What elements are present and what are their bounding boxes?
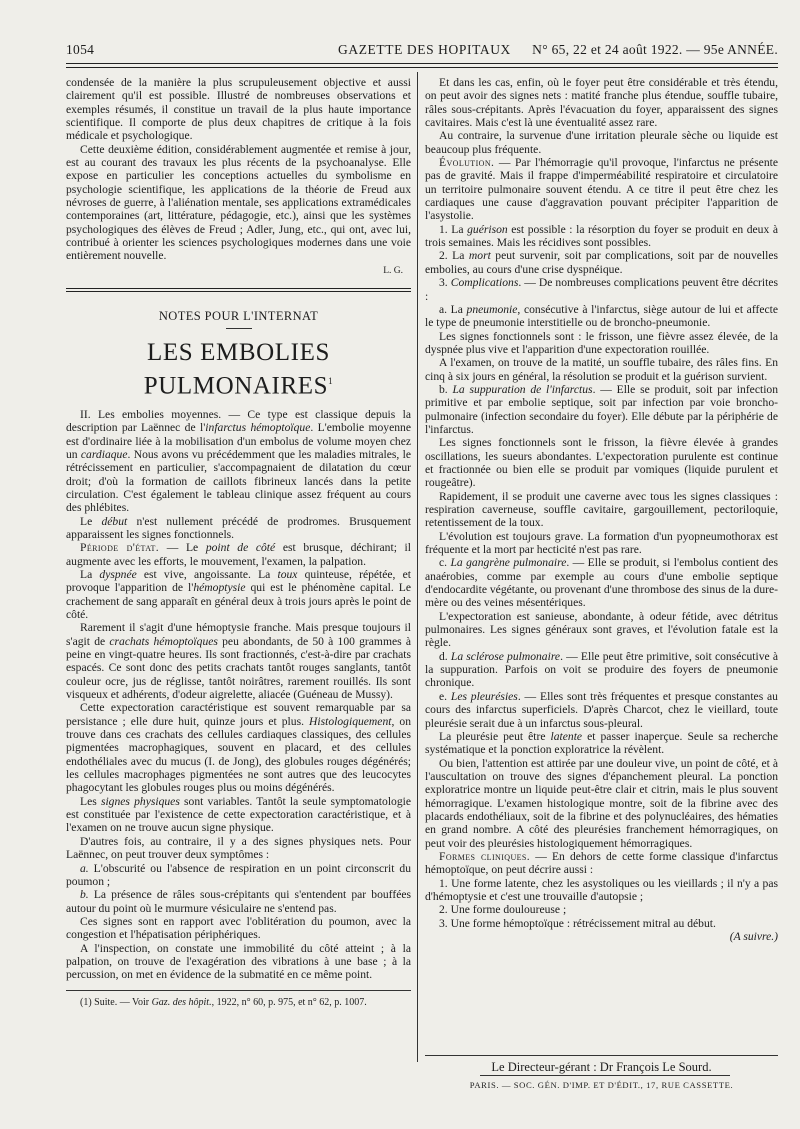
paragraph: Et dans les cas, enfin, où le foyer peut être considérable et très étendu, on peut avoir des signes nets : matité franche plus étendue, souffle tubaire, râles sous-crépitants. Après l'évacuation du foyer, apparaissent des signes cavitaires. Mais c'est là une éventualité assez rare. — [425, 76, 778, 130]
paragraph-inspection: A l'inspection, on constate une immobilité du côté atteint ; à la palpation, on trouve de l'exagération des vibrations à une base ; à la percussion, on met en évidence de la submatité en ce même point. — [66, 941, 411, 982]
paragraph: Au contraire, la survenue d'une irritation pleurale sèche ou liquide est beaucoup plus fréquente. — [425, 129, 778, 156]
section-title: NOTES POUR L'INTERNAT — [158, 309, 319, 324]
list-item: a. La pneumonie, consécutive à l'infarctus, siège autour de lui et affecte le type de pneumonie interstitielle ou de broncho-pneumonie. — [425, 302, 778, 330]
subheading: Période d'état. — [80, 541, 160, 555]
list-item: 1. Une forme latente, chez les asystoliques ou les vieillards ; il n'y a pas d'hémoptysie et c'est une trouvaille d'autopsie ; — [425, 876, 778, 903]
list-item: 2. La mort peut survenir, soit par complications, soit par de nouvelles embolies, au cours d'une crise dyspnéique. — [425, 249, 778, 276]
column-divider — [417, 72, 418, 1062]
list-item: 3. Une forme hémoptoïque : rétrécissement mitral au début. (A suivre.) — [439, 916, 778, 943]
right-column — [425, 76, 778, 943]
paragraph-periode: Période d'état. — Le point de côté est brusque, déchirant; il augmente avec les efforts, le mouvement, l'examen, la palpation. — [66, 541, 411, 568]
paragraph: Les signes fonctionnels sont : le frisson, une fièvre assez élevée, de la dyspnée plus vive et l'apparition d'une expectoration rouillée. — [425, 329, 778, 356]
paragraph-ces-signes: Ces signes sont en rapport avec l'oblitération du poumon, avec la congestion et l'hépatisation périphériques. — [66, 914, 411, 942]
paragraph: Les signes fonctionnels sont le frisson, la fièvre élevée à grandes oscillations, les sueurs abondantes. L'expectoration purulente est continue et fractionnée ou bien elle se produit par vomiques (liquide purulent et rougeâtre). — [425, 436, 778, 490]
paragraph-debut: Le début n'est nullement précédé de prodromes. Brusquement apparaissent les signes fonctionnels. — [66, 514, 411, 541]
director-rule — [480, 1075, 730, 1076]
header-rule-thin — [66, 67, 778, 68]
list-item: b. La suppuration de l'infarctus. — Elle se produit, soit par infection primitive et par embolie septique, soit par infection par voie broncho-pulmonaire (infection secondaire du foyer). Elle débute par la périphérie de l'infarctus. — [425, 382, 779, 436]
article-title: LES EMBOLIES PULMONAIRES$^1$ — [143, 338, 334, 399]
printer-imprint: PARIS. — SOC. GÉN. D'IMP. ET D'ÉDIT., 17, RUE CASSETTE. — [469, 1080, 734, 1090]
list-item-b: b. La présence de râles sous-crépitants qui s'entendent par bouffées autour du point où le murmure vésiculaire ne s'entend pas. — [66, 888, 411, 915]
journal-name: GAZETTE DES HOPITAUX — [338, 42, 511, 57]
list-item: e. Les pleurésies. — Elles sont très fréquentes et presque constantes au cours des infarctus superficiels. D'après Charcot, chez le vieillard, toute pleurésie serait due à un infarctus sous-pleural. — [425, 689, 778, 730]
subheading: II. Les embolies moyennes. — [80, 407, 222, 421]
list-item: 1. La guérison est possible : la résorption du foyer se produit en deux à trois semaines. Mais les récidives sont possibles. — [425, 222, 778, 250]
review-paragraph: Cette deuxième édition, considérablement augmentée et remise à jour, est au courant des travaux les plus récents de la psychoanalyse. Elle expose en particulier les conceptions actuelles du symbolisme en psychologie scientifique, les applications de la théorie de Freud aux névroses de guerre, à l'aliénation mentale, ses applications extramédicales contemporaines (art, littérature, pédagogie, etc.), ainsi que les systèmes psychologiques des élèves de Freud ; Adler, Jung, etc., qui ont, avec lui, contribué à orienter les sciences psychologiques modernes dans une voie entièrement nouvelle. — [66, 142, 411, 263]
page-header — [66, 42, 778, 62]
page-number: 1054 — [66, 42, 95, 57]
subheading: Évolution. — [439, 156, 495, 170]
paragraph-formes: Formes cliniques. — En dehors de cette forme classique d'infarctus hémoptoïque, on peut décrire aussi : — [425, 849, 778, 877]
paragraph-autres: D'autres fois, au contraire, il y a des signes physiques nets. Pour Laënnec, on peut trouver deux symptômes : — [66, 834, 411, 862]
director-line: Le Directeur-gérant : Dr François Le Sourd. — [425, 1055, 778, 1075]
list-item-a: a. L'obscurité ou l'absence de respiration en un point circonscrit du poumon ; — [66, 861, 411, 888]
paragraph: Rapidement, il se produit une caverne avec tous les signes classiques : respiration caverneuse, souffle cavitaire, gargouillement, pectoriloquie, retentissement de la toux. — [425, 489, 778, 530]
paragraph: Ou bien, l'attention est attirée par une douleur vive, un point de côté, et à l'auscultation on trouve des signes d'épanchement pleural. La ponction exploratrice montre un liquide peut-être clair et citrin, mais le plus souvent hémorragique. L'examen histologique montre, soit de la fibrine avec des placards endothéliaux, soit de la fibrine et des polynucléaires, des hématies en grand nombre. A côté des pleurésies franchement hémorragiques, on peut voir des pleurésies histologiquement hémorragiques. — [425, 756, 778, 850]
paragraph-signes-physiques: Les signes physiques sont variables. Tantôt la seule symptomatologie est constituée par l'existence de cette expectoration caractéristique, et à l'examen on ne trouve aucun signe physique. — [66, 794, 412, 835]
title-footnote-mark: 1 — [328, 375, 334, 386]
paragraph: L'expectoration est sanieuse, abondante, à odeur fétide, avec détritus pulmonaires. Les signes généraux sont graves, et l'évolution fatale est la règle. — [425, 609, 778, 650]
title-rule — [226, 328, 252, 329]
list-item: d. La sclérose pulmonaire. — Elle peut être primitive, soit consécutive à la suppuration. Parfois on voit se produire des foyers de pneumonie chronique. — [425, 649, 778, 690]
list-item: c. La gangrène pulmonaire. — Elle se produit, si l'embolus contient des anaérobies, comme par exemple au cours d'une embolie septique d'endocardite végétante, ou provenant d'une thrombose des sinus de la dure-mère ou des veines mésentériques. — [425, 556, 779, 610]
paragraph: La pleurésie peut être latente et passer inaperçue. Seule sa recherche systématique et la ponction exploratrice la révèlent. — [425, 729, 778, 757]
review-paragraph: condensée de la manière la plus scrupuleusement objective et aussi clairement qu'il est possible. Illustré de nombreuses observations et exemples résumés, il constitue un travail de la plus haute importance scientifique. Il comporte de plus deux chapitres de critique à la fois médicale et psychologique. — [66, 76, 411, 143]
paragraph: A l'examen, on trouve de la matité, un souffle tubaire, des râles fins. En cinq à six jours en général, la résolution se produit et la guérison survient. — [425, 356, 778, 383]
to-be-continued: (A suivre.) — [729, 930, 778, 943]
paragraph-evolution: Évolution. — Par l'hémorragie qu'il provoque, l'infarctus ne présente pas de gravité. Mais il frappe d'imperméabilité respiratoire et circulatoire un territoire pulmonaire souvent étendu. A ce titre il peut être chez les cardiaques une cause d'aggravation pouvant précipiter l'apparition de l'asystolie. — [425, 156, 778, 223]
footnote: (1) Suite. — Voir Gaz. des hôpit., 1922, n° 60, p. 975, et n° 62, p. 1007. — [80, 996, 367, 1008]
header-rule — [66, 63, 778, 64]
list-item: 3. Complications. — De nombreuses complications peuvent être décrites : — [425, 276, 778, 303]
paragraph: L'évolution est toujours grave. La formation d'un pyopneumothorax est fréquente et la mort par hecticité n'est pas rare. — [425, 529, 778, 557]
footnote-rule — [66, 990, 411, 991]
subheading: Formes cliniques. — [439, 849, 531, 863]
paragraph-expectoration: Cette expectoration caractéristique est souvent remarquable par sa persistance ; elle dure huit, quinze jours et plus. Histologiquement, on trouve dans ces crachats des cellules cardiaques classiques, des cellules pigmentées macrophagiques, souvent en placard, et des cellules endothéliales avec du mucus (I. de Jong), des globules rouges dégénérés; les cellules macrophages pigmentées ne sont autres que des leucocytes phagocytant les globules rouges plus ou moins dégénérés. — [66, 701, 411, 795]
paragraph-rarement: Rarement il s'agit d'une hémoptysie franche. Mais presque toujours il s'agit de crachats hémoptoïques peu abondants, de 50 à 100 grammes à peine en vingt-quatre heures. Ils sont fractionnés, c'est-à-dire par crachats espacés. Ce sont donc des petits crachats tantôt rouges sanglants, tantôt couleur ocre, jus de réglisse, tantôt noirâtres, rarement rouillés. Ils sont visqueux et adhérents, d'odeur aigrelette, aliacée (Guéneau de Mussy). — [66, 621, 411, 702]
paragraph-dyspnee: La dyspnée est vive, angoissante. La toux quinteuse, répétée, et provoque l'apparition de l'hémoptysie qui est le phénomène capital. Le crachement de sang apparaît en général deux à trois jours après le point de côté. — [66, 567, 411, 621]
issue-info: N° 65, 22 et 24 août 1922. — 95e ANNÉE. — [532, 42, 778, 57]
left-column — [66, 76, 411, 1009]
paragraph-intro: II. Les embolies moyennes. — Ce type est classique depuis la description par Laënnec de l'infarctus hémoptoïque. L'embolie moyenne est d'ordinaire liée à la mobilisation d'un embolus de volume moyen chez un cardiaque. Nous avons vu précédemment que les maladies mitrales, le rétrécissement en particulier, s'accompagnaient de dilatation du cœur droit; d'où la formation de caillots fibrineux lancés dans la petite circulation. C'est également le tableau clinique assez fréquent au cours des phlébites. — [66, 407, 411, 515]
list-item: 2. Une forme douloureuse ; — [439, 903, 567, 917]
review-signature: L. G. — [383, 265, 403, 276]
section-separator — [66, 288, 411, 292]
